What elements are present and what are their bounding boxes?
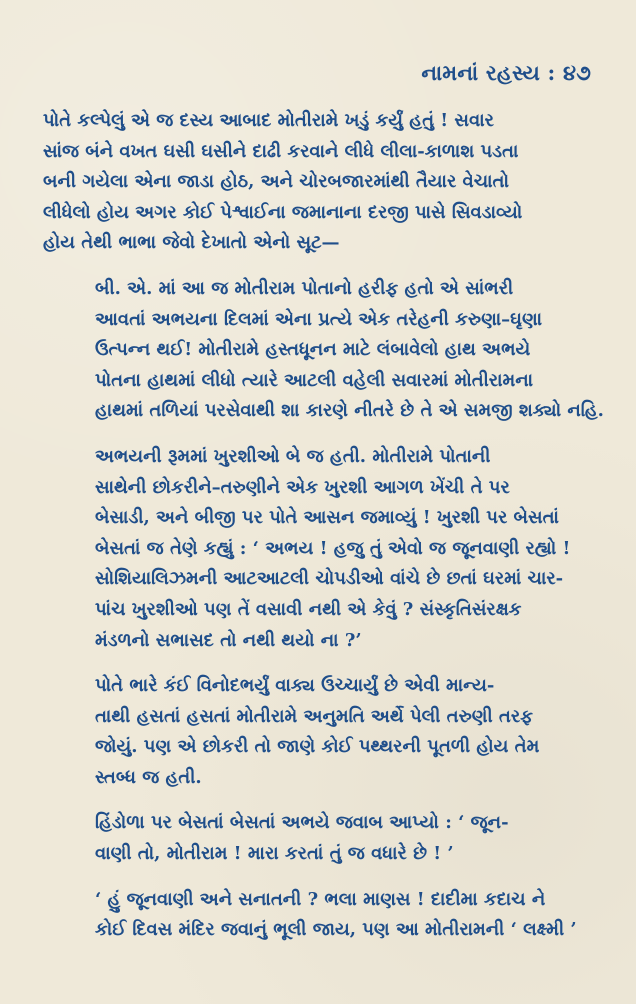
paragraph-line: બની ગયેલા એના જાડા હોઠ, અને ચોરબજારમાંથી તૈયાર વેચાતો [43,171,509,193]
paragraph-4 [43,671,593,793]
paragraph-line: ઉત્પન્ન થઈ! મોતીરામે હસ્તધૂનન માટે લંબાવેલો હાથ અભયે [95,339,531,361]
paragraph-line: સાથેની છોકરીને–તરુણીને એક ખુરશી આગળ ખેંચી તે પર [95,476,510,498]
paragraph-line: પોતે કલ્પેલું એ જ દસ્ય આબાદ મોતીરામે ખડું કર્યું હતું ! સવાર [43,110,494,131]
paragraph-line: કોઈ દિવસ મંદિર જવાનું ભૂલી જાય, પણ આ મોતીરામની ‘ લક્ષ્મી ’ [95,919,577,941]
paragraph-line: સાંજ બંને વખત ઘસી ઘસીને દાઢી કરવાને લીધે લીલા-કાળાશ પડતા [43,140,519,162]
paragraph-1 [43,106,593,259]
paragraph-line: આવતાં અભયના દિલમાં એના પ્રત્યે એક તરેહની કરુણા–ઘૃણા [95,308,543,330]
page-body [43,106,604,946]
paragraph-line: હિંડોળા પર બેસતાં બેસતાં અભયે જવાબ આપ્યો : ‘ જૂન- [95,812,509,834]
paragraph-line: બેસતાં જ તેણે કહ્યું : ‘ અભય ! હજુ તું એવો જ જૂનવાણી રહ્યો ! [95,537,571,559]
paragraph-line: હાથમાં તળિયાં પરસેવાથી શા કારણે નીતરે છે તે એ સમજી શક્યો નહિ. [95,400,604,422]
paragraph-2 [43,274,604,427]
paragraph-3 [43,442,593,656]
paragraph-line: હોય તેથી ભાભા જેવો દેખાતો એનો સૂટ— [43,232,340,254]
running-header: નામનાં રહસ્ય : ૪૭ [421,60,591,85]
paragraph-line: બી. એ. માં આ જ મોતીરામ પોતાનો હરીફ હતો એ સાંભરી [95,277,514,299]
paragraph-6 [43,885,593,946]
paragraph-line: મંડળનો સભાસદ તો નથી થયો ના ?’ [95,629,362,651]
paragraph-line: વાણી તો, મોતીરામ ! મારા કરતાં તું જ વધારે છે ! ’ [95,843,454,865]
paragraph-line: પોતના હાથમાં લીધો ત્યારે આટલી વહેલી સવારમાં મોતીરામના [95,369,534,391]
paragraph-line: જોયું. પણ એ છોકરી તો જાણે કોઈ પથ્થરની પૂતળી હોય તેમ [95,736,540,758]
paragraph-line: સોશિયાલિઝમની આટઆટલી ચોપડીઓ વાંચે છે છતાં ઘરમાં ચાર- [95,568,564,590]
paragraph-line: પાંચ ખુરશીઓ પણ તેં વસાવી નથી એ કેવું ? સંસ્કૃતિસંરક્ષક [95,598,522,620]
paragraph-line: તાથી હસતાં હસતાં મોતીરામે અનુમતિ અર્થે પેલી તરુણી તરફ [95,705,533,727]
paragraph-5 [43,808,593,869]
paragraph-line: પોતે ભારે કંઈ વિનોદભર્યું વાક્ય ઉચ્ચાર્યું છે એવી માન્ય- [95,675,495,697]
paragraph-line: લીધેલો હોય અગર કોઈ પેશ્વાઈના જમાનાના દરજી પાસે સિવડાવ્યો [43,201,523,223]
paragraph-line: ‘ હું જૂનવાણી અને સનાતની ? ભલા માણસ ! દાદીમા કદાચ ને [95,888,546,910]
paragraph-line: અભયની રૂમમાં ખુરશીઓ બે જ હતી. મોતીરામે પોતાની [95,445,491,467]
paragraph-line: સ્તબ્ધ જ હતી. [95,766,202,788]
paragraph-line: બેસાડી, અને બીજી પર પોતે આસન જમાવ્યું ! ખુરશી પર બેસતાં [95,507,559,529]
